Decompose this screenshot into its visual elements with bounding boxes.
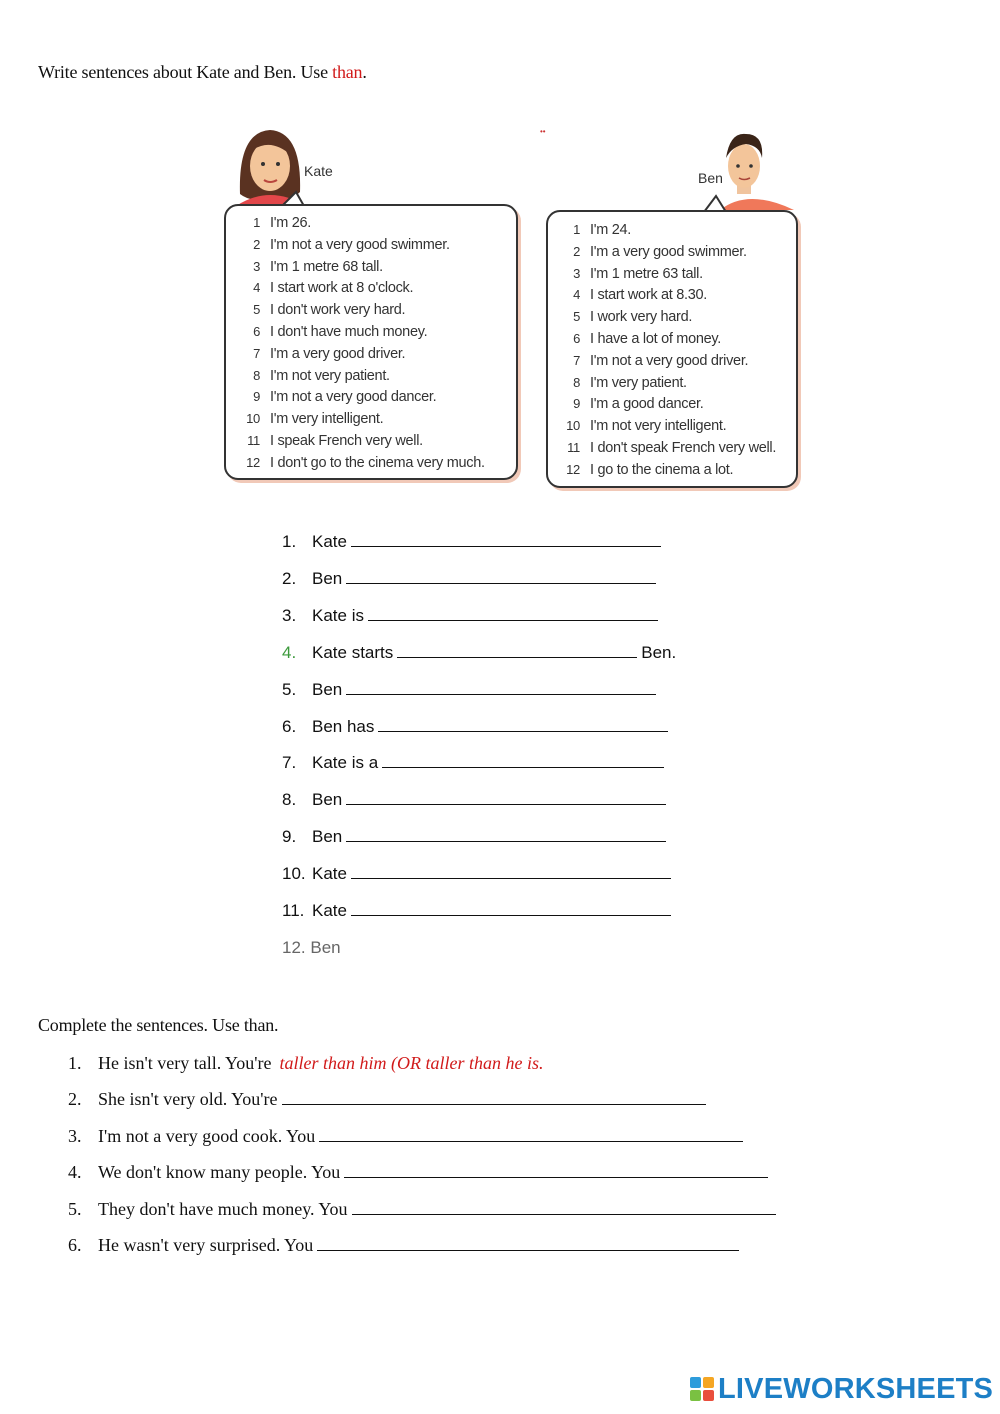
ben-statement — [558, 393, 776, 415]
statement-text: I'm 24. — [590, 222, 631, 238]
exercise1-sentence — [282, 643, 676, 663]
ben-speech-bubble — [546, 210, 798, 488]
exercise1-sentence — [282, 680, 660, 700]
exercise1-instruction: Write sentences about Kate and Ben. Use than. — [38, 62, 367, 82]
sentence-number: 10. — [282, 864, 306, 884]
statement-number: 1 — [573, 222, 580, 237]
exercise1-sentence — [282, 753, 668, 773]
statement-text: I'm not a very good swimmer. — [270, 236, 450, 253]
exercise1-sentence — [282, 717, 672, 737]
exercise2-sentence — [68, 1089, 710, 1110]
sentence-start: Ben — [312, 790, 343, 810]
statement-number: 11 — [567, 439, 580, 455]
statement-text: I'm a very good swimmer. — [590, 243, 747, 260]
statement-number: 8 — [253, 367, 260, 383]
exercise2-sentence — [68, 1199, 780, 1220]
ben-name-label: Ben — [698, 170, 723, 186]
ben-statement — [558, 459, 776, 481]
answer-blank[interactable] — [346, 790, 666, 805]
statement-number: 10 — [566, 418, 580, 434]
statement-text: I don't have much money. — [270, 323, 428, 340]
sentence-text: He isn't very tall. You're — [98, 1053, 272, 1073]
svg-text:••: •• — [540, 127, 546, 136]
sentence-number: 4. — [282, 642, 297, 662]
kate-statement — [238, 321, 485, 343]
statement-number: 12 — [246, 454, 260, 470]
statement-text: I'm 26. — [270, 215, 311, 231]
sentence-start: Kate starts — [312, 642, 394, 662]
exercise1-sentence — [282, 790, 670, 810]
liveworksheets-logo — [690, 1374, 993, 1404]
sentence-start: Ben — [312, 679, 343, 699]
sentence-number: 1. — [68, 1053, 82, 1073]
statement-text: I don't speak French very well. — [590, 439, 777, 456]
kate-statement — [238, 212, 485, 234]
answer-blank[interactable] — [317, 1236, 739, 1251]
sentence-start: Kate — [312, 532, 347, 551]
statement-number: 4 — [253, 280, 260, 296]
sentence-number: 7. — [282, 753, 297, 773]
statement-number: 6 — [253, 323, 260, 339]
statement-number: 3 — [253, 258, 260, 274]
sentence-start: Kate is a — [312, 753, 379, 773]
statement-number: 5 — [253, 302, 260, 318]
ben-avatar-icon — [720, 134, 794, 210]
statement-text: I go to the cinema a lot. — [590, 461, 734, 478]
statement-number: 11 — [247, 432, 260, 448]
answer-blank[interactable] — [346, 827, 666, 842]
sentence-start: Kate is — [312, 605, 364, 625]
answer-blank[interactable] — [319, 1127, 743, 1142]
exercise2-sentence — [68, 1053, 543, 1074]
answer-blank[interactable] — [282, 1090, 706, 1105]
kate-statement — [238, 234, 485, 256]
sentence-number: 2. — [68, 1089, 82, 1110]
answer-blank[interactable] — [346, 680, 656, 695]
kate-name-label: Kate — [304, 163, 333, 179]
sentence-number: 4. — [68, 1162, 82, 1183]
statement-number: 7 — [573, 352, 580, 368]
sentence-12-cutoff: 12. Ben — [282, 938, 341, 957]
kate-statement — [238, 277, 485, 299]
statement-text: I start work at 8 o'clock. — [270, 280, 414, 297]
ben-statement — [558, 415, 776, 437]
sentence-start: Kate — [312, 901, 347, 920]
sentence-number: 5. — [282, 679, 297, 699]
statement-number: 6 — [573, 330, 580, 346]
sentence-number: 8. — [282, 790, 297, 810]
statement-number: 2 — [253, 236, 260, 252]
sentence-number: 3. — [282, 605, 297, 625]
statement-text: I start work at 8.30. — [590, 287, 707, 304]
statement-text: I'm 1 metre 63 tall. — [590, 265, 703, 282]
kate-statement — [238, 408, 485, 430]
ben-statement — [558, 306, 776, 328]
statement-text: I'm very patient. — [590, 374, 687, 391]
sentence-text: He wasn't very surprised. You — [98, 1235, 314, 1255]
exercise1-sentence — [282, 606, 662, 626]
exercise1-sentence — [282, 569, 660, 589]
sentence-start: Ben has — [312, 716, 375, 736]
statement-text: I'm not very patient. — [270, 367, 390, 384]
answer-blank[interactable] — [382, 753, 664, 768]
statement-text: I work very hard. — [590, 309, 693, 326]
ben-statement — [558, 350, 776, 372]
kate-statement — [238, 256, 485, 278]
kate-ben-illustration — [220, 122, 810, 497]
exercise2-instruction: Complete the sentences. Use than. — [38, 1015, 279, 1035]
ben-statement — [558, 241, 776, 263]
statement-number: 9 — [253, 389, 260, 405]
statement-text: I speak French very well. — [270, 432, 423, 449]
statement-text: I'm 1 metre 68 tall. — [270, 258, 383, 275]
exercise2-sentence — [68, 1235, 743, 1256]
sentence-number: 2. — [282, 568, 297, 588]
sentence-number: 9. — [282, 827, 297, 847]
statement-text: I don't go to the cinema very much. — [270, 454, 485, 471]
sentence-start: Kate — [312, 864, 347, 884]
kate-speech-bubble — [224, 204, 518, 480]
statement-text: I'm a good dancer. — [590, 396, 704, 413]
statement-number: 2 — [573, 243, 580, 259]
answer-blank[interactable] — [368, 606, 658, 621]
sentence-number: 6. — [68, 1235, 82, 1255]
ben-statement — [558, 437, 776, 459]
statement-text: I'm a very good driver. — [270, 345, 406, 362]
answer-blank[interactable] — [397, 643, 637, 658]
sentence-number: 11. — [282, 901, 305, 920]
sentence-end: Ben. — [641, 642, 677, 662]
sentence-number: 3. — [68, 1125, 82, 1146]
statement-number: 1 — [253, 215, 260, 230]
statement-number: 12 — [566, 461, 580, 477]
statement-text: I have a lot of money. — [590, 330, 721, 347]
answer-blank[interactable] — [346, 569, 656, 584]
ben-statement — [558, 219, 776, 241]
sentence-text: I'm not a very good cook. You — [98, 1125, 316, 1146]
ben-statement — [558, 263, 776, 285]
keyword-than: than — [332, 62, 363, 82]
statement-text: I'm very intelligent. — [270, 411, 384, 428]
sentence-start: Ben — [312, 568, 343, 588]
exercise1-sentence — [282, 901, 675, 921]
sentence-number: 1. — [282, 532, 297, 551]
ben-statement — [558, 284, 776, 306]
kate-statement — [238, 430, 485, 452]
statement-number: 3 — [573, 265, 580, 281]
logo-text: LIVEWORKSHEETS — [718, 1372, 994, 1405]
exercise2-sentence — [68, 1162, 772, 1183]
answer-blank[interactable] — [351, 532, 661, 547]
statement-number: 5 — [573, 309, 580, 325]
logo-grid-icon — [690, 1377, 714, 1401]
answer-blank[interactable] — [351, 864, 671, 879]
answer-blank[interactable] — [352, 1200, 776, 1215]
statement-text: I'm not a very good dancer. — [270, 389, 437, 406]
sentence-number: 5. — [68, 1198, 82, 1219]
statement-text: I don't work very hard. — [270, 302, 406, 319]
answer-blank[interactable] — [344, 1163, 768, 1178]
answer-blank[interactable] — [378, 717, 668, 732]
kate-statement — [238, 365, 485, 387]
ben-statement — [558, 328, 776, 350]
exercise1-sentence — [282, 827, 670, 847]
exercise1-sentence — [282, 532, 665, 552]
kate-statement — [238, 386, 485, 408]
statement-number: 7 — [253, 345, 260, 361]
statement-number: 10 — [246, 411, 260, 427]
sentence-text: She isn't very old. You're — [98, 1089, 278, 1110]
kate-statement — [238, 452, 485, 474]
statement-text: I'm not a very good driver. — [590, 352, 749, 369]
ben-statement — [558, 372, 776, 394]
sentence-text: They don't have much money. You — [98, 1198, 348, 1219]
exercise1-sentence — [282, 864, 675, 884]
statement-number: 4 — [573, 287, 580, 303]
exercise2-sentence — [68, 1126, 747, 1147]
answer-blank[interactable] — [351, 901, 671, 916]
statement-text: I'm not very intelligent. — [590, 418, 727, 435]
sentence-start: Ben — [312, 827, 343, 847]
statement-number: 9 — [573, 396, 580, 412]
kate-statement — [238, 343, 485, 365]
sentence-number: 6. — [282, 716, 297, 736]
kate-statement — [238, 299, 485, 321]
example-answer: taller than him (OR taller than he is. — [279, 1053, 544, 1073]
statement-number: 8 — [573, 374, 580, 390]
sentence-text: We don't know many people. You — [98, 1162, 341, 1183]
